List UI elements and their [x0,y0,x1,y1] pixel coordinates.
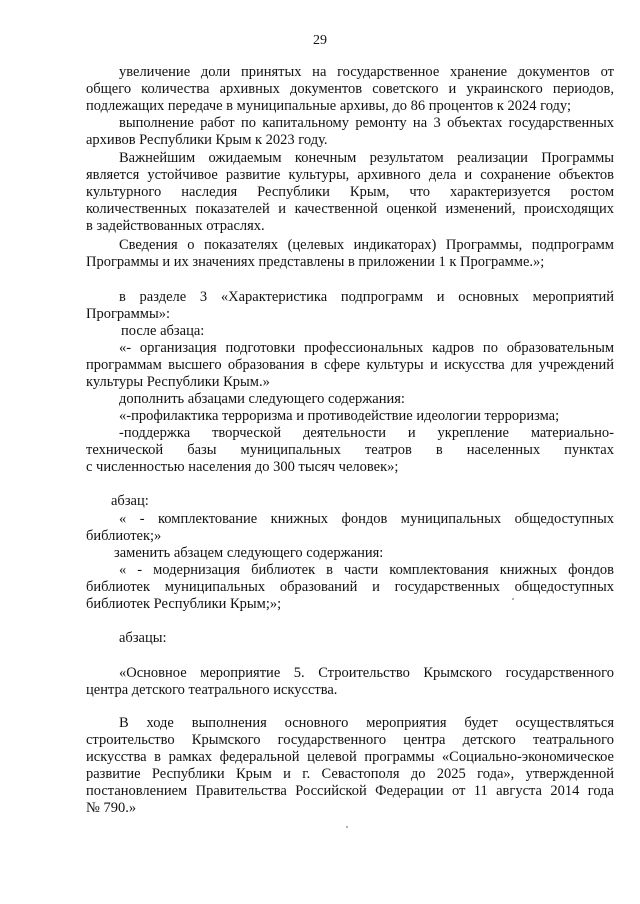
page-number: 29 [313,33,327,48]
text-line: выполнение работ по капитальному ремонту на 3 объектах государственных [119,115,614,131]
text-line: В ходе выполнения основного мероприятия будет осуществляться [119,715,614,731]
text-line: центра детского театрального искусства. [86,682,338,698]
paragraph-section-3 [86,289,614,323]
text-line: «-профилактика терроризма и противодействие идеологии терроризма; [119,408,560,424]
text-line: программам высшего образования в сфере культуры и искусства для учреждений [86,357,614,373]
text-line: заменить абзацем следующего содержания: [114,545,384,561]
text-line: культуры Республики Крым.» [86,374,270,390]
paragraph-replace [86,545,614,562]
text-line: « - комплектование книжных фондов муниципальных общедоступных [119,511,614,527]
text-line: абзац: [111,493,149,509]
paragraph-book-funds [86,511,614,545]
text-line: Программы и их значениях представлены в приложении 1 к Программе.»; [86,254,545,270]
paragraph-terrorism [86,408,614,425]
scan-speck [512,598,514,600]
text-line: библиотек муниципальных образований и государственных общедоступных [86,579,614,595]
text-line: после абзаца: [121,323,205,339]
paragraph-library-modernization [86,562,614,613]
paragraph-expected-result [86,150,614,235]
text-line: подлежащих передаче в муниципальные архивы, до 86 процентов к 2024 году; [86,98,572,114]
text-line: в задействованных отраслях. [86,218,265,234]
text-line: № 790.» [86,800,137,816]
paragraph-main-activity-5 [86,665,614,699]
text-line: количественных показателей и качественной оценкой изменений, происходящих [86,201,614,217]
paragraph-training [86,340,614,391]
text-line: технической базы муниципальных театров в населенных пунктах [86,442,614,458]
paragraph-supplement [86,391,614,408]
paragraph-indicators [86,237,614,271]
paragraph-capital-repair [86,115,614,149]
text-line: является устойчивое развитие культуры, архивного дела и сохранение объектов [86,167,614,183]
text-line: « - модернизация библиотек в части комплектования книжных фондов [119,562,614,578]
text-line: библиотек;» [86,528,162,544]
text-line: Сведения о показателях (целевых индикаторах) Программы, подпрограмм [119,237,614,253]
paragraph-archive-share [86,64,614,115]
text-line: архивов Республики Крым к 2023 году. [86,132,328,148]
scan-speck [346,826,348,828]
text-line: постановлением Правительства Российской Федерации от 11 августа 2014 года [86,783,614,799]
text-line: развитие Республики Крым и г. Севастополя до 2025 года», утвержденной [86,766,614,782]
paragraph-after [86,323,614,340]
paragraph-abzacy [86,630,614,647]
text-line: искусства в рамках федеральной целевой программы «Социально-экономическое [86,749,614,765]
paragraph-construction [86,715,614,817]
paragraph-abzac [86,493,614,510]
paragraph-theatres [86,425,614,476]
text-line: Важнейшим ожидаемым конечным результатом реализации Программы [119,150,614,166]
text-line: абзацы: [119,630,167,646]
text-line: дополнить абзацами следующего содержания: [119,391,405,407]
text-line: общего количества архивных документов советского и украинского периодов, [86,81,614,97]
text-line: библиотек Республики Крым;»; [86,596,282,612]
text-line: «Основное мероприятие 5. Строительство Крымского государственного [119,665,614,681]
text-line: увеличение доли принятых на государственное хранение документов от [119,64,614,80]
text-line: -поддержка творческой деятельности и укрепление материально- [119,425,614,441]
text-line: Программы»: [86,306,170,322]
text-line: с численностью населения до 300 тысяч человек»; [86,459,399,475]
text-line: культурного наследия Республики Крым, что характеризуется ростом [86,184,614,200]
text-line: строительство Крымского государственного центра детского театрального [86,732,614,748]
text-line: в разделе 3 «Характеристика подпрограмм и основных мероприятий [119,289,614,305]
text-line: «- организация подготовки профессиональных кадров по образовательным [119,340,614,356]
